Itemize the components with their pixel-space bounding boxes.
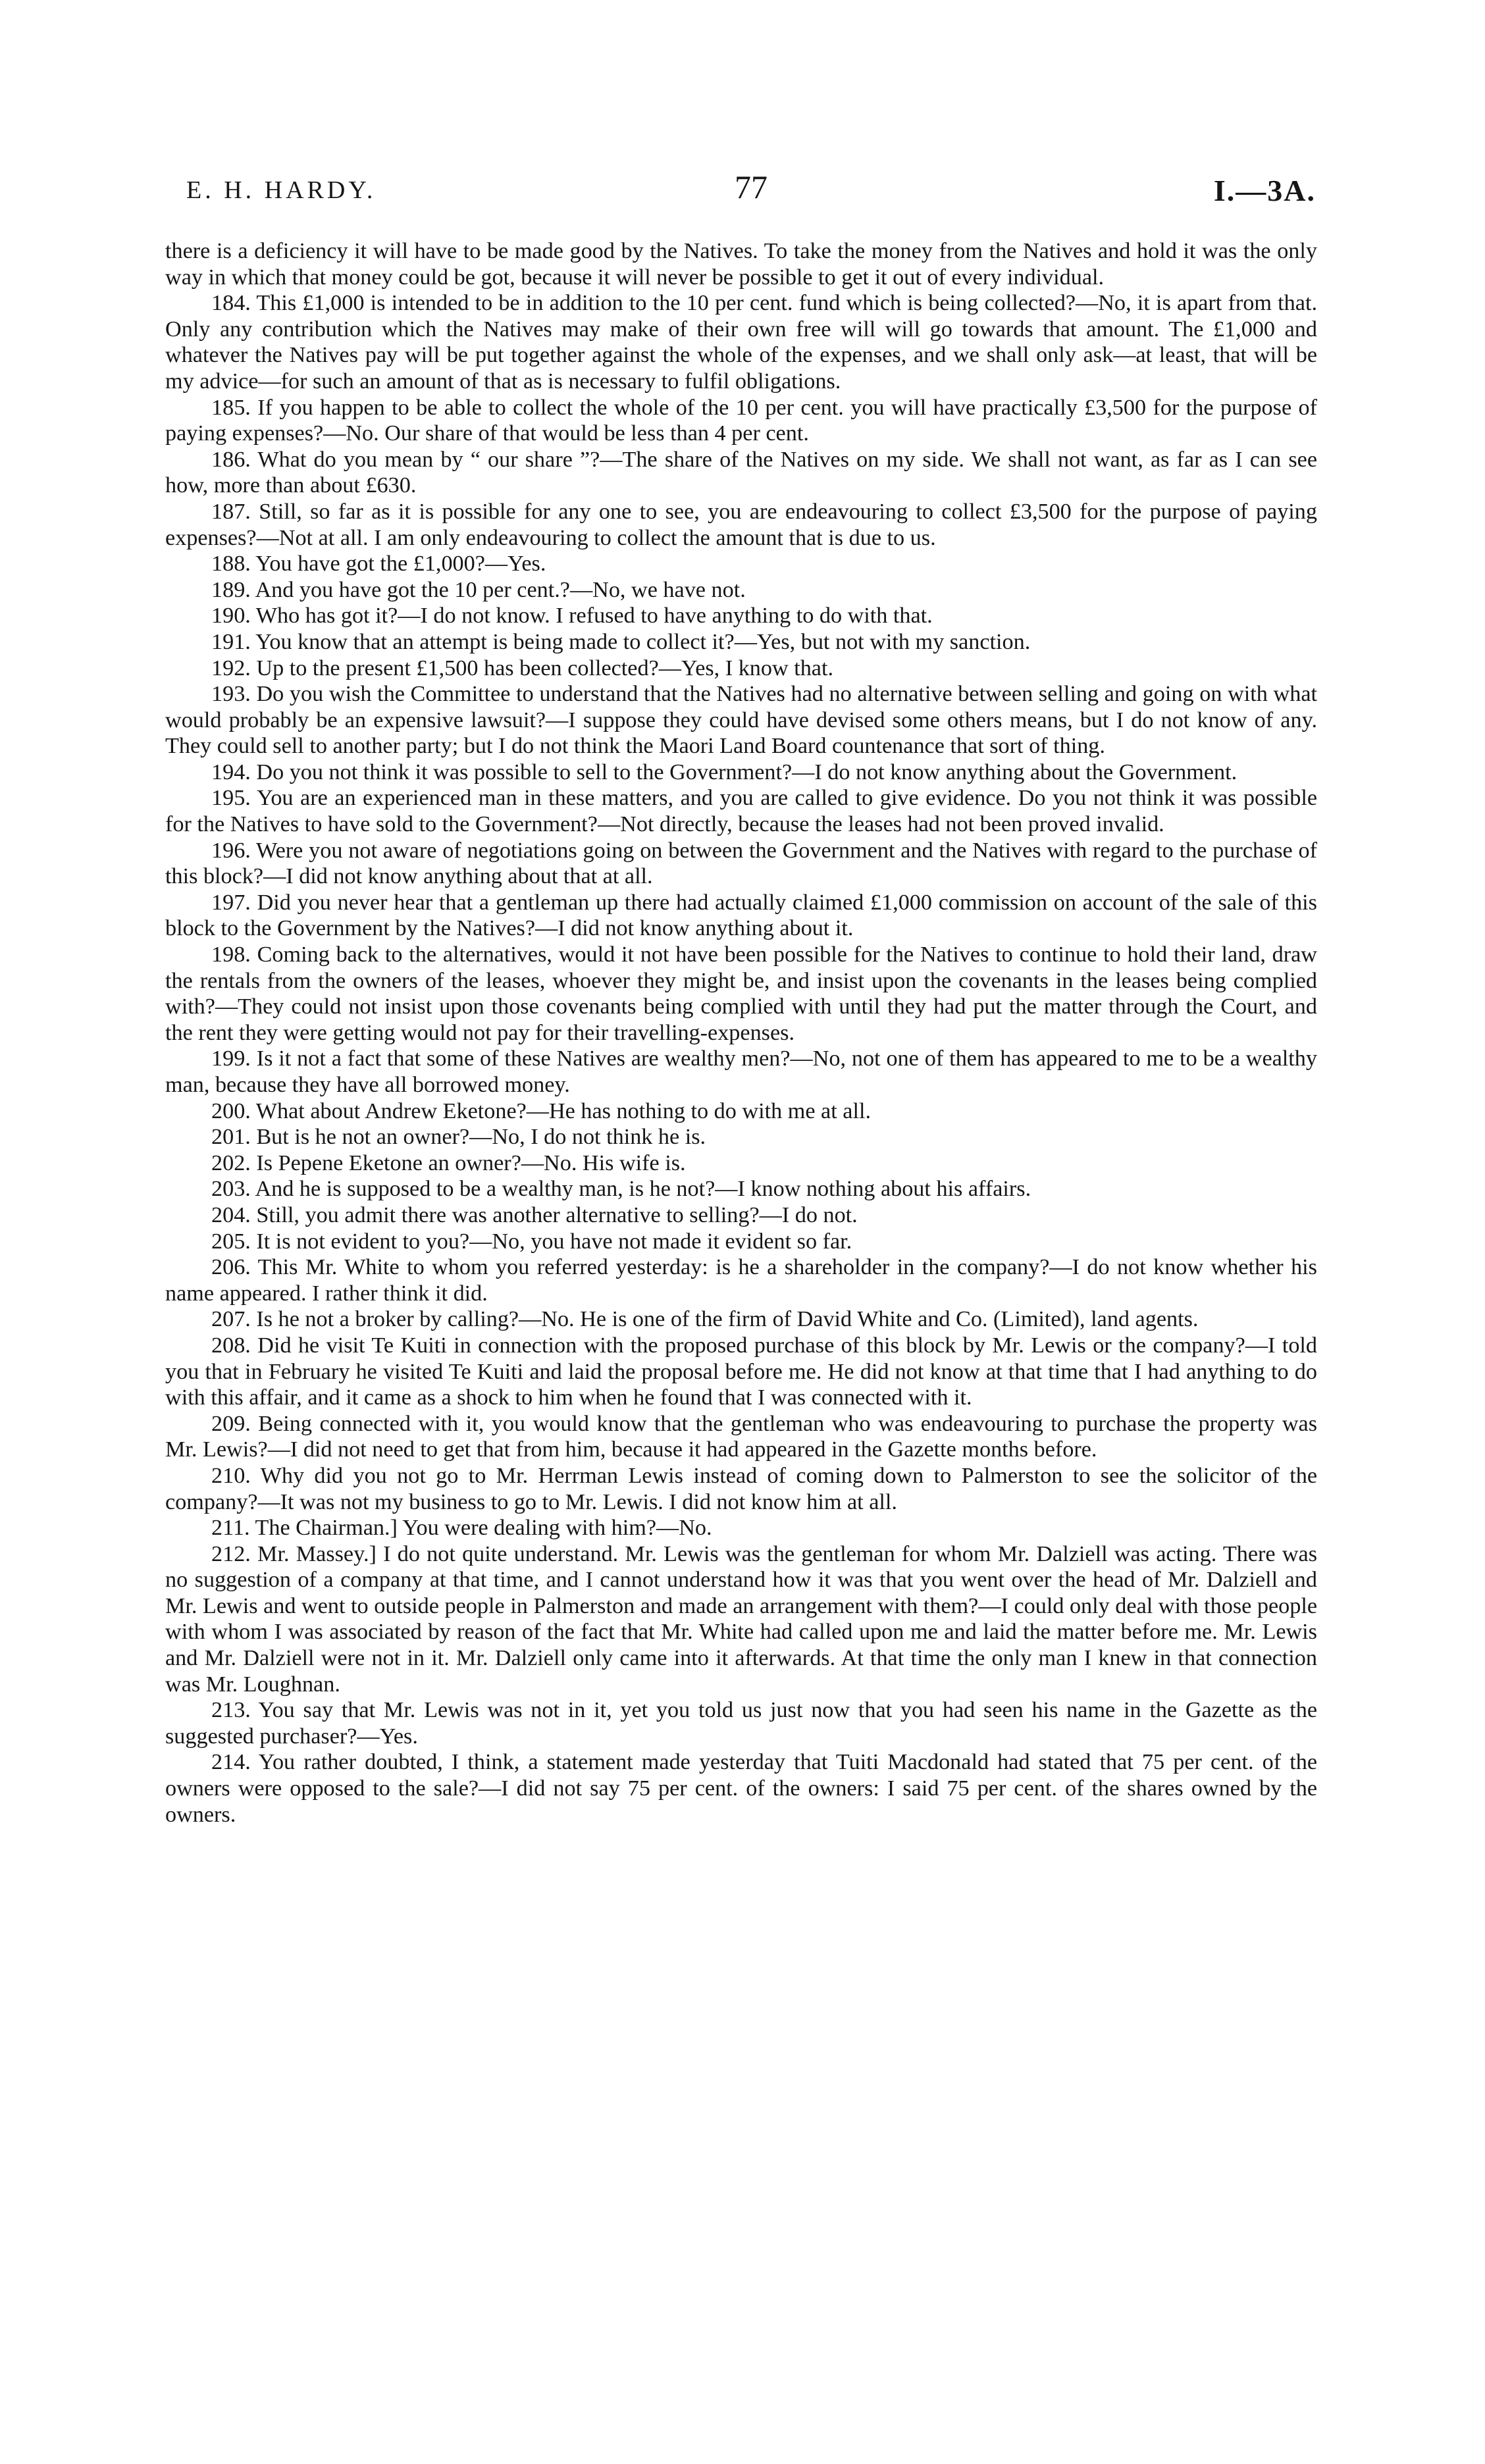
question-204: 204. Still, you admit there was another alternative to selling?—I do not. (211, 1202, 858, 1227)
page-number: 77 (735, 168, 768, 205)
question-202: 202. Is Pepene Eketone an owner?—No. His wife is. (211, 1150, 686, 1175)
question-186: 186. What do you mean by “ our share ”?—The share of the Natives on my side. We shall not want, as far as I can see how, more than about £630. (165, 447, 1317, 498)
page-header (186, 168, 1316, 214)
page-body (165, 238, 1317, 1828)
question-192: 192. Up to the present £1,500 has been collected?—Yes, I know that. (211, 655, 834, 680)
question-207: 207. Is he not a broker by calling?—No. He is one of the firm of David White and Co. (Limited), land agents. (211, 1307, 1199, 1332)
question-191: 191. You know that an attempt is being made to collect it?—Yes, but not with my sanction. (211, 629, 1031, 654)
question-184: 184. This £1,000 is intended to be in addition to the 10 per cent. fund which is being collected?—No, it is apart from that. Only any contribution which the Natives may make of their own free will will go towards that amount. The £1,000 and whatever the Natives pay will be put together against the whole of the expenses, and we shall only ask—at least, that will be my advice—for such an amount of that as is necessary to fulfil obligations. (165, 291, 1317, 394)
question-201: 201. But is he not an owner?—No, I do not think he is. (211, 1125, 706, 1150)
question-199: 199. Is it not a fact that some of these Natives are wealthy men?—No, not one of them has appeared to me to be a wealthy man, because they have all borrowed money. (165, 1046, 1317, 1097)
question-209: 209. Being connected with it, you would know that the gentleman who was endeavouring to purchase the property was Mr. Lewis?—I did not need to get that from him, because it had appeared in the Gazette months before. (165, 1411, 1317, 1462)
question-212: 212. Mr. Massey.] I do not quite understand. Mr. Lewis was the gentleman for whom Mr. Dalziell was acting. There was no suggestion of a company at that time, and I cannot understand how it was that you went over the head of Mr. Dalziell and Mr. Lewis and went to outside people in Palmerston and made an arrangement with them?—I could only deal with those people with whom I was associated by reason of the fact that Mr. White had called upon me and laid the matter before me. Mr. Lewis and Mr. Dalziell were not in it. Mr. Dalziell only came into it afterwards. At that time the only man I knew in that connection was Mr. Loughnan. (165, 1541, 1317, 1697)
question-200: 200. What about Andrew Eketone?—He has nothing to do with me at all. (211, 1098, 871, 1123)
question-189: 189. And you have got the 10 per cent.?—No, we have not. (211, 577, 746, 602)
question-211: 211. The Chairman.] You were dealing with him?—No. (211, 1516, 712, 1541)
question-205: 205. It is not evident to you?—No, you have not made it evident so far. (211, 1229, 852, 1254)
question-206: 206. This Mr. White to whom you referred yesterday: is he a shareholder in the company?—I do not know whether his name appeared. I rather think it did. (165, 1255, 1317, 1306)
paragraph: there is a deficiency it will have to be made good by the Natives. To take the money from the Natives and hold it was the only way in which that money could be got, because it will never be possible to get it out of every individual. (165, 239, 1317, 290)
question-195: 195. You are an experienced man in these matters, and you are called to give evidence. Do you not think it was possible for the Natives to have sold to the Government?—Not directly, because the leases had not been proved invalid. (165, 786, 1317, 837)
question-185: 185. If you happen to be able to collect the whole of the 10 per cent. you will have practically £3,500 for the purpose of paying expenses?—No. Our share of that would be less than 4 per cent. (165, 395, 1317, 446)
question-190: 190. Who has got it?—I do not know. I refused to have anything to do with that. (211, 603, 933, 629)
question-197: 197. Did you never hear that a gentleman up there had actually claimed £1,000 commission on account of the sale of this block to the Government by the Natives?—I did not know anything about it. (165, 890, 1317, 941)
question-203: 203. And he is supposed to be a wealthy man, is he not?—I know nothing about his affairs. (211, 1177, 1031, 1202)
question-188: 188. You have got the £1,000?—Yes. (211, 552, 546, 577)
question-214: 214. You rather doubted, I think, a statement made yesterday that Tuiti Macdonald had stated that 75 per cent. of the owners were opposed to the sale?—I did not say 75 per cent. of the owners: I said 75 per cent. of the shares owned by the owners. (165, 1750, 1317, 1827)
question-198: 198. Coming back to the alternatives, would it not have been possible for the Natives to continue to hold their land, draw the rentals from the owners of the leases, whoever they might be, and insist upon the covenants in the leases being complied with?—They could not insist upon those covenants being complied with until they had put the matter through the Court, and the rent they were getting would not pay for their travelling-expenses. (165, 942, 1317, 1045)
question-194: 194. Do you not think it was possible to sell to the Government?—I do not know anything about the Government. (211, 759, 1238, 784)
witness-name: E. H. HARDY. (186, 176, 377, 204)
question-196: 196. Were you not aware of negotiations going on between the Government and the Natives with regard to the purchase of this block?—I did not know anything about that at all. (165, 838, 1317, 889)
question-210: 210. Why did you not go to Mr. Herrman Lewis instead of coming down to Palmerston to see the solicitor of the company?—It was not my business to go to Mr. Lewis. I did not know him at all. (165, 1463, 1317, 1514)
question-187: 187. Still, so far as it is possible for any one to see, you are endeavouring to collect £3,500 for the purpose of paying expenses?—Not at all. I am only endeavouring to collect the amount that is due to us. (165, 499, 1317, 550)
paper-reference: I.—3A. (1213, 174, 1316, 207)
question-208: 208. Did he visit Te Kuiti in connection with the proposed purchase of this block by Mr. Lewis or the company?—I told you that in February he visited Te Kuiti and laid the proposal before me. He did not know at that time that I had anything to do with this affair, and it came as a shock to him when he found that I was connected with it. (165, 1333, 1317, 1410)
question-213: 213. You say that Mr. Lewis was not in it, yet you told us just now that you had seen his name in the Gazette as the suggested purchaser?—Yes. (165, 1698, 1317, 1749)
question-193: 193. Do you wish the Committee to understand that the Natives had no alternative between selling and going on with what would probably be an expensive lawsuit?—I suppose they could have devised some others means, but I do not know of any. They could sell to another party; but I do not think the Maori Land Board countenance that sort of thing. (165, 682, 1317, 759)
